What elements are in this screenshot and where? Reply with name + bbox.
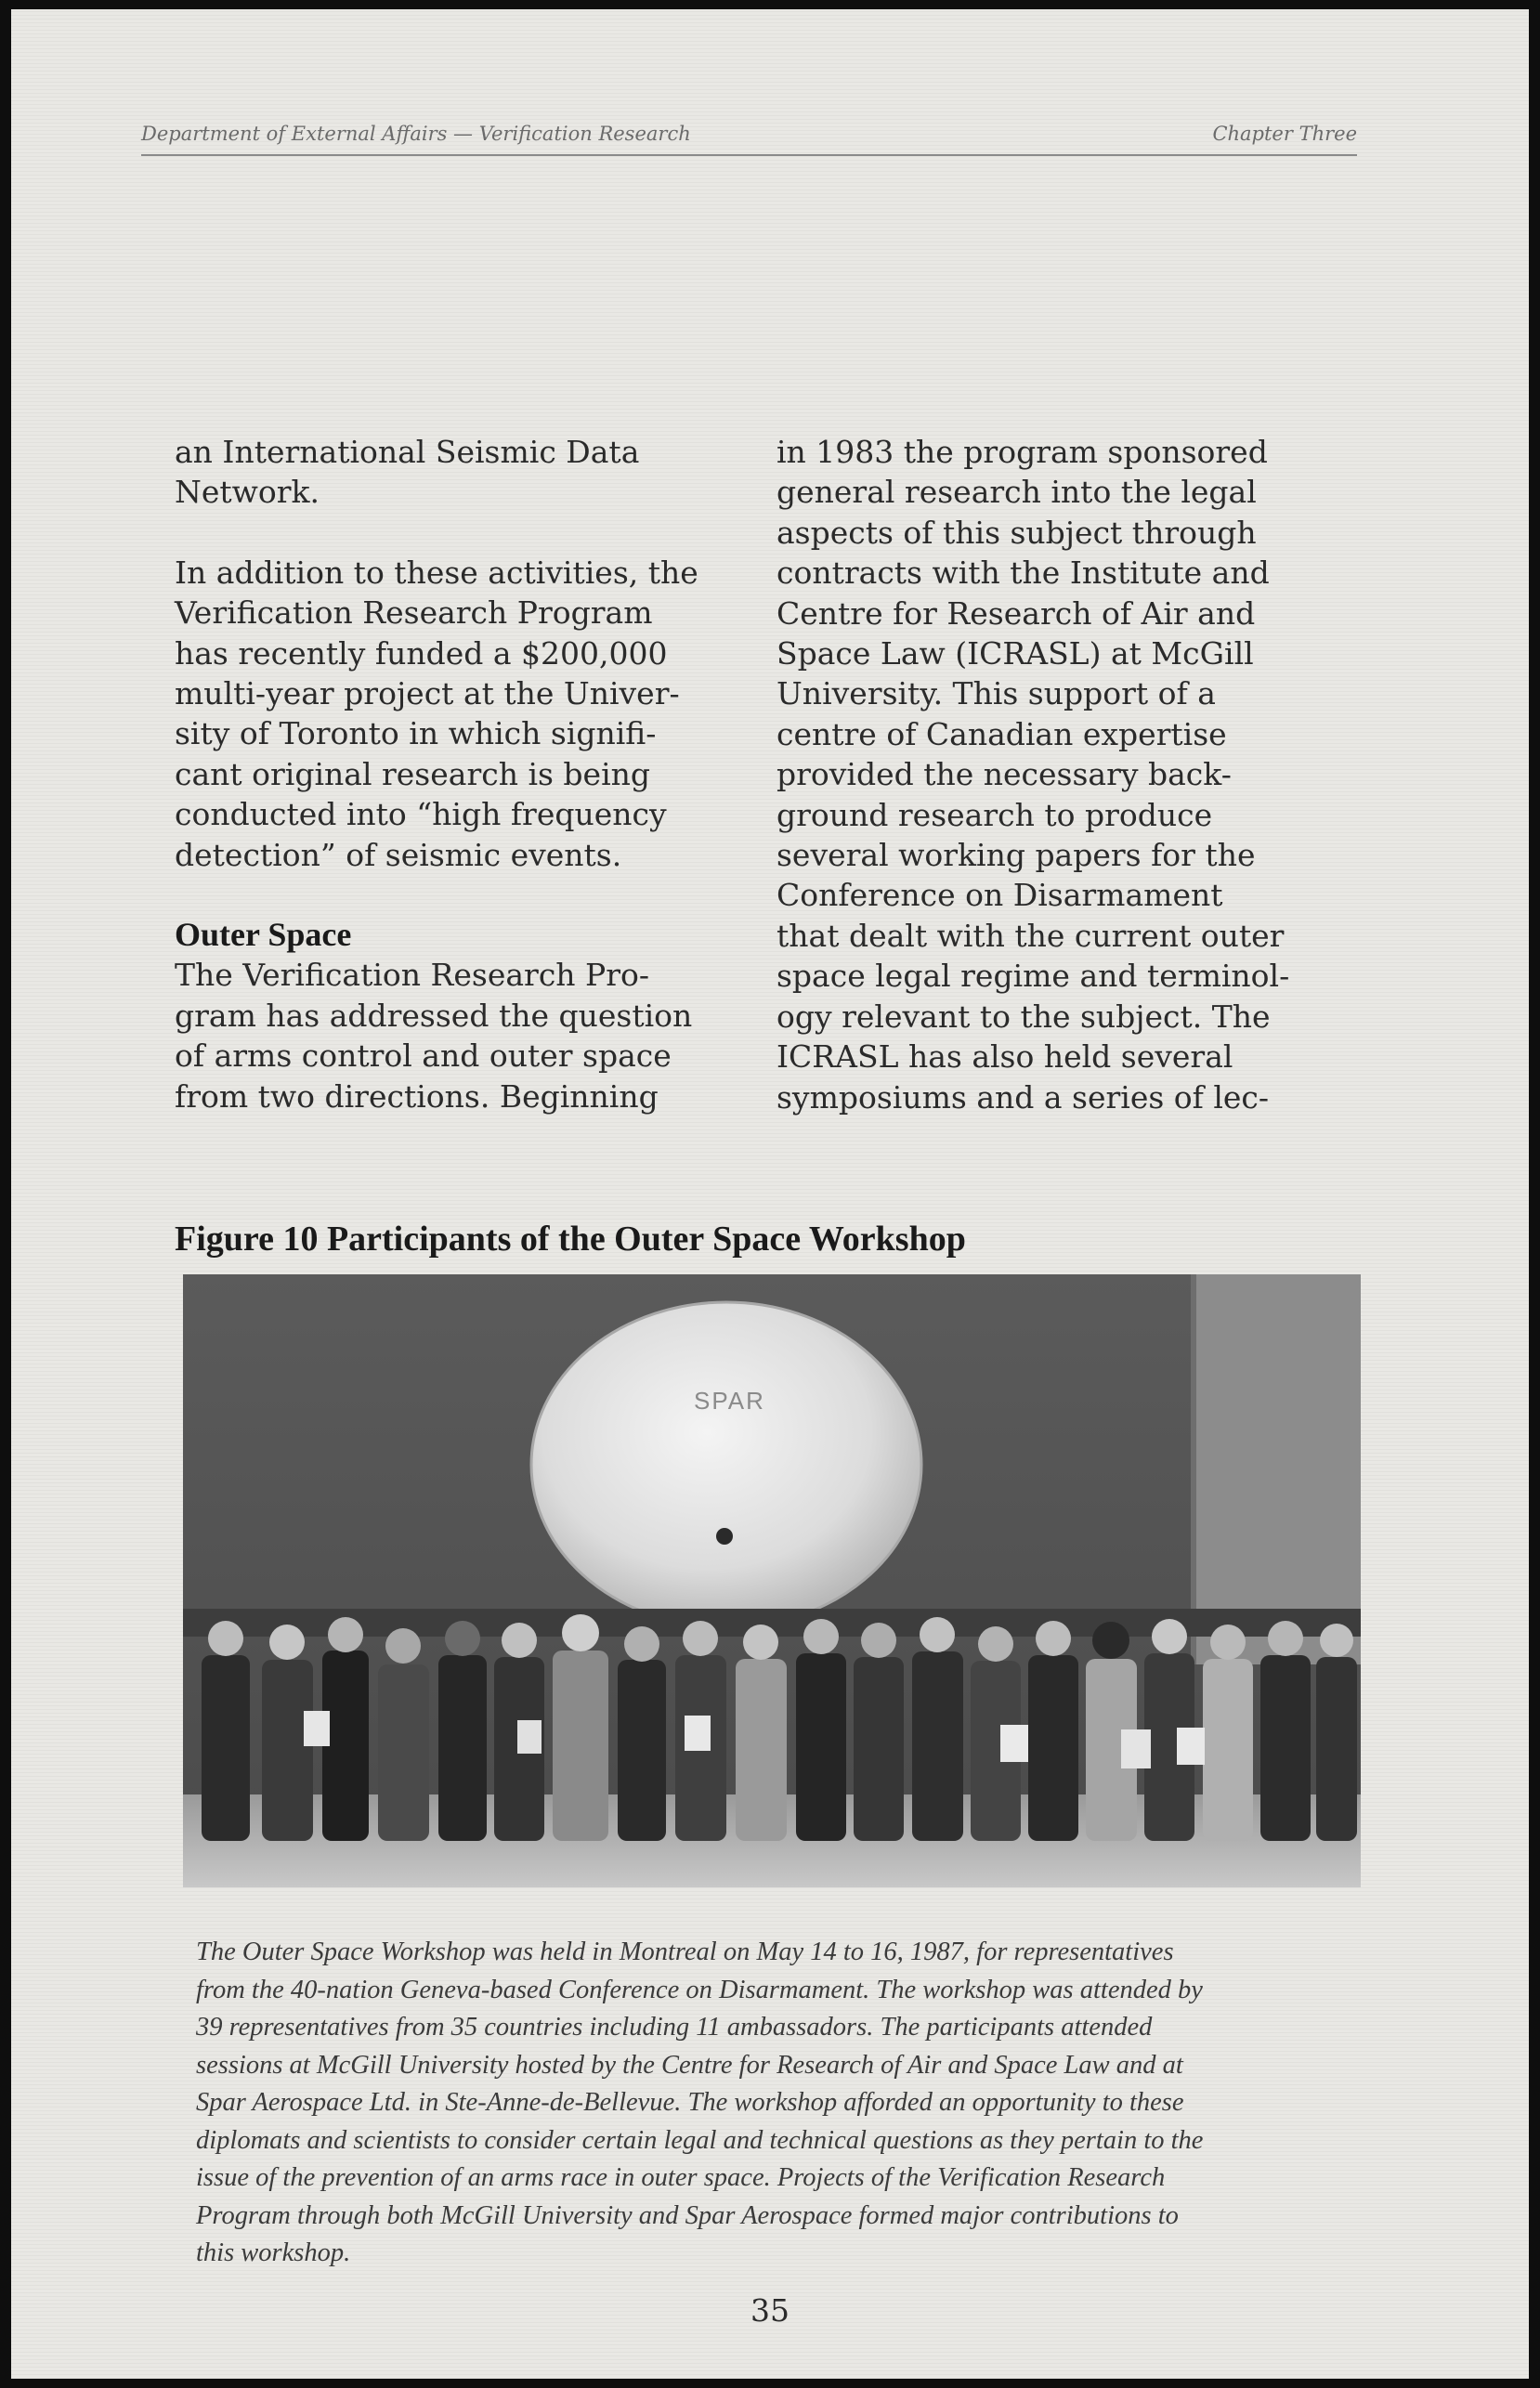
caption-line: diplomats and scientists to consider certain legal and technical questions as they pertain to the [196,2125,1204,2155]
text-line: In addition to these activities, the [175,554,698,591]
workshop-group-photo [183,1274,1361,1887]
caption-line: issue of the prevention of an arms race in outer space. Projects of the Verification Research [196,2163,1166,2192]
text-line: centre of Canadian expertise [777,715,1227,752]
text-line: provided the necessary back- [777,756,1232,793]
section-heading-outer-space: Outer Space [175,916,352,954]
text-line: ICRASL has also held several [777,1038,1233,1076]
text-line: of arms control and outer space [175,1037,672,1075]
caption-line: The Outer Space Workshop was held in Montreal on May 14 to 16, 1987, for representatives [196,1938,1174,1966]
caption-line: Program through both McGill University and Spar Aerospace formed major contributions to [196,2200,1179,2230]
paragraph-seismic-network [175,432,732,513]
header-chapter-text: Chapter Three [1212,123,1357,145]
text-line: contracts with the Institute and [777,555,1270,592]
text-line: ground research to produce [777,796,1213,833]
text-line: Network. [175,474,320,511]
caption-line: this workshop. [196,2238,351,2267]
document-page [11,9,1529,2379]
text-line: The Verification Research Pro- [175,957,650,994]
running-header [141,123,1357,156]
text-line: Verification Research Program [175,594,653,632]
text-line: has recently funded a $200,000 [175,634,668,672]
caption-line: Spar Aerospace Ltd. in Ste-Anne-de-Bellevue. The workshop afforded an opportunity to these [196,2088,1184,2117]
left-column [175,432,732,1116]
caption-line: from the 40-nation Geneva-based Conference on Disarmament. The workshop was attended by [196,1975,1203,2004]
text-line: Centre for Research of Air and [777,594,1256,632]
text-line: symposiums and a series of lec- [777,1078,1270,1116]
dish-sign-text: SPAR [694,1387,765,1415]
right-column [777,432,1371,1117]
text-line: ogy relevant to the subject. The [777,998,1271,1035]
text-line: gram has addressed the question [175,997,693,1034]
text-line: space legal regime and terminol- [777,958,1290,995]
text-line: multi-year project at the Univer- [175,675,680,712]
figure-title: Figure 10 Participants of the Outer Space Workshop [175,1220,966,1259]
text-line: in 1983 the program sponsored [777,434,1268,470]
paragraph-high-frequency [175,553,732,875]
text-line: sity of Toronto in which signifi- [175,715,657,752]
header-left-text: Department of External Affairs — Verification Research [141,123,691,145]
dish-feed-horn [716,1528,733,1545]
figure-caption [196,1934,1376,2273]
text-line: several working papers for the [777,837,1256,874]
text-line: that dealt with the current outer [777,917,1285,954]
text-line: Space Law (ICRASL) at McGill [777,635,1254,672]
paragraph-icrasl [777,432,1371,1117]
text-line: University. This support of a [777,675,1216,712]
text-line: Conference on Disarmament [777,877,1223,914]
caption-line: sessions at McGill University hosted by the Centre for Research of Air and Space Law and at [196,2050,1183,2080]
text-line: conducted into “high frequency [175,796,667,833]
text-line: from two directions. Beginning [175,1077,659,1115]
satellite-dish [531,1302,921,1627]
text-line: aspects of this subject through [777,514,1257,551]
text-line: cant original research is being [175,755,651,792]
caption-line: 39 representatives from 35 countries including 11 ambassadors. The participants attended [196,2013,1153,2042]
text-line: general research into the legal [777,474,1257,511]
text-line: detection” of seismic events. [175,836,622,873]
paragraph-outer-space [175,955,732,1116]
text-line: an International Seismic Data [175,434,640,470]
crowd-of-participants [183,1609,1361,1841]
page-number: 35 [750,2292,790,2329]
